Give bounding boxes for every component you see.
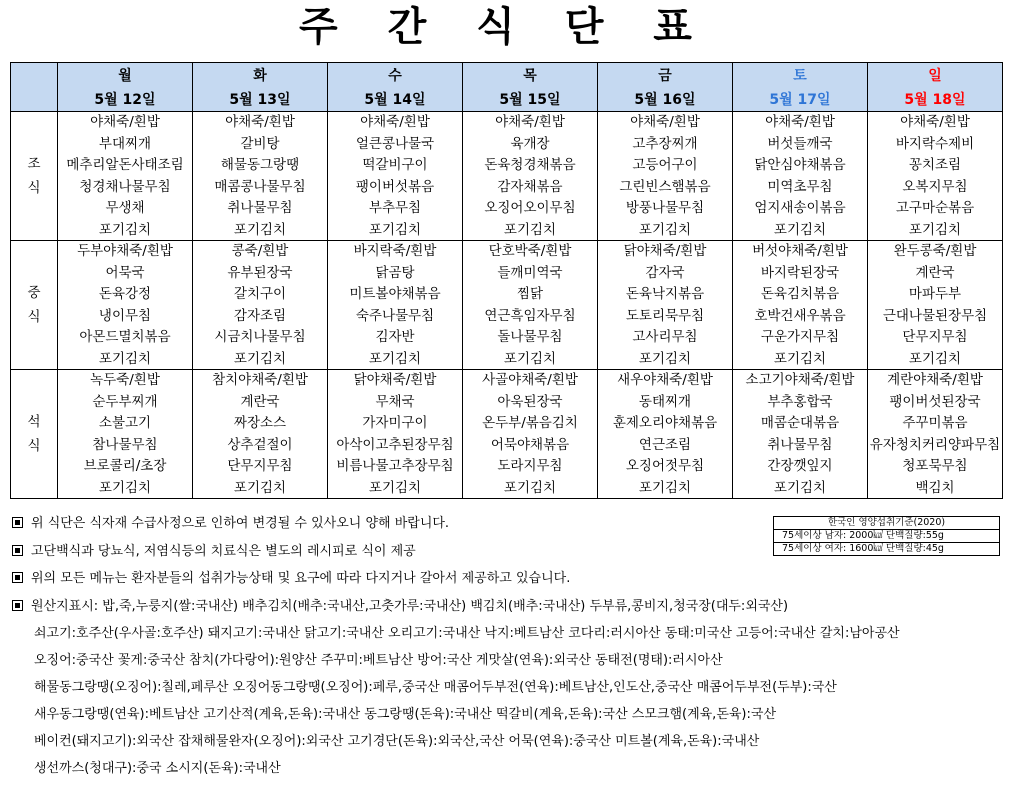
- menu-item: 매콤콩나물무침: [214, 178, 306, 195]
- menu-item: 바지락죽/흰밥: [353, 242, 437, 259]
- menu-item: 근대나물된장무침: [882, 307, 988, 324]
- day-header: 수: [328, 63, 463, 88]
- menu-item: 닭안심야채볶음: [754, 157, 846, 174]
- menu-item: 고사리무침: [632, 329, 698, 346]
- menu-item: 메추리알돈사태조림: [66, 157, 184, 174]
- menu-item: 포기김치: [98, 479, 152, 496]
- menu-item: 어묵야채볶음: [490, 436, 570, 453]
- menu-cell: [733, 369, 868, 498]
- menu-item: 야채죽/흰밥: [765, 114, 835, 130]
- menu-item: 야채죽/흰밥: [495, 114, 565, 130]
- menu-item: 바지락된장국: [760, 264, 840, 281]
- day-header: 일: [868, 63, 1003, 88]
- menu-item: 돈육청경채볶음: [484, 157, 576, 174]
- menu-cell: [463, 112, 598, 241]
- menu-item: 엄지새송이볶음: [754, 200, 846, 217]
- meal-name: [11, 240, 58, 369]
- menu-item: 아삭이고추된장무침: [336, 436, 454, 453]
- note-3: 위의 모든 메뉴는 환자분들의 섭취가능상태 및 요구에 따라 다지거나 갈아서 제공하고 있습니다.: [12, 567, 570, 586]
- menu-item: 단무지무침: [902, 329, 968, 346]
- weekly-menu-table: [10, 62, 1003, 499]
- menu-item: 해물동그랑땡: [220, 157, 300, 174]
- note-1: 위 식단은 식자재 수급사정으로 인하여 변경될 수 있사오니 양해 바랍니다.: [12, 512, 449, 531]
- menu-item: 오징어오이무침: [484, 200, 576, 217]
- menu-item: 버섯야채죽/흰밥: [752, 242, 848, 259]
- menu-item: 계란야채죽/흰밥: [887, 371, 983, 388]
- menu-item: 온두부/볶음김치: [482, 415, 578, 432]
- menu-item: 야채죽/흰밥: [360, 114, 430, 130]
- menu-cell: [328, 112, 463, 241]
- menu-cell: [598, 240, 733, 369]
- menu-item: 무생채: [105, 200, 145, 217]
- day-header: 금: [598, 63, 733, 88]
- menu-item: 계란국: [240, 393, 280, 410]
- menu-item: 포기김치: [908, 350, 962, 367]
- meal-name: [11, 369, 58, 498]
- menu-item: 순두부찌개: [92, 393, 158, 410]
- meal-name-char: 중: [27, 284, 41, 301]
- menu-item: 참나물무침: [92, 436, 158, 453]
- menu-item: 돈육김치볶음: [760, 286, 840, 303]
- menu-item: 연근흑임자무침: [484, 307, 576, 324]
- menu-item: 김자반: [375, 329, 415, 346]
- menu-item: 청경채나물무침: [79, 178, 171, 195]
- menu-item: 두부야채죽/흰밥: [77, 242, 173, 259]
- menu-cell: [58, 369, 193, 498]
- menu-item: 돈육강정: [98, 286, 152, 303]
- menu-item: 미트볼야채볶음: [349, 286, 441, 303]
- menu-item: 냉이무침: [98, 307, 152, 324]
- menu-cell: [193, 112, 328, 241]
- menu-item: 백김치: [915, 479, 955, 496]
- menu-item: 동태찌개: [638, 393, 692, 410]
- menu-item: 간장깻잎지: [767, 458, 833, 475]
- date-header: 5월 12일: [58, 87, 193, 112]
- menu-item: 미역초무침: [767, 178, 833, 195]
- origin-line: 새우동그랑땡(연육):베트남산 고기산적(계육,돈육):국내산 동그랑땡(돈육):국내산 떡갈비(계육,돈육):국산 스모크햄(계육,돈육):국산: [34, 707, 777, 722]
- origin-line: 베이컨(돼지고기):외국산 잡채해물완자(오징어):외국산 고기경단(돈육):외국산,국산 어묵(연육):중국산 미트볼(계육,돈육):국내산: [34, 734, 760, 749]
- date-header: 5월 13일: [193, 87, 328, 112]
- menu-item: 닭곰탕: [375, 264, 415, 281]
- meal-name-char: 조: [27, 155, 41, 172]
- note-2: 고단백식과 당뇨식, 저염식등의 치료식은 별도의 레시피로 식이 제공: [12, 540, 416, 559]
- menu-item: 아몬드멸치볶음: [79, 329, 171, 346]
- menu-item: 포기김치: [638, 479, 692, 496]
- nutrition-title: 한국인 영양섭취기준(2020): [774, 517, 999, 530]
- menu-item: 부대찌개: [98, 135, 152, 152]
- menu-item: 포기김치: [368, 221, 422, 238]
- menu-item: 포기김치: [503, 350, 557, 367]
- nutrition-standard-box: [773, 516, 1000, 556]
- menu-item: 새우야채죽/흰밥: [617, 371, 713, 388]
- menu-item: 단무지무침: [227, 458, 293, 475]
- menu-item: 포기김치: [98, 350, 152, 367]
- menu-item: 포기김치: [503, 479, 557, 496]
- square-bullet-icon: [12, 545, 23, 556]
- origin-line: 오징어:중국산 꽃게:중국산 참치(가다랑어):원양산 주꾸미:베트남산 방어:국산 게맛살(연육):외국산 동태전(명태):러시아산: [34, 653, 723, 668]
- note-origin: 원산지표시: 밥,죽,누룽지(쌀:국내산) 배추김치(배추:국내산,고춧가루:국내산) 백김치(배추:국내산) 두부류,콩비지,청국장(대두:외국산): [12, 595, 788, 614]
- menu-item: 육개장: [510, 135, 550, 152]
- menu-item: 부추무침: [368, 200, 422, 217]
- day-header: 토: [733, 63, 868, 88]
- menu-cell: [733, 240, 868, 369]
- menu-item: 포기김치: [503, 221, 557, 238]
- origin-line: 생선까스(청대구):중국 소시지(돈육):국내산: [34, 761, 281, 776]
- menu-item: 가자미구이: [362, 415, 428, 432]
- menu-item: 찜닭: [516, 286, 544, 303]
- date-header: 5월 18일: [868, 87, 1003, 112]
- menu-item: 고구마순볶음: [895, 200, 975, 217]
- menu-cell: [58, 240, 193, 369]
- menu-cell: [328, 240, 463, 369]
- menu-cell: [463, 369, 598, 498]
- menu-item: 포기김치: [233, 221, 287, 238]
- menu-item: 고등어구이: [632, 157, 698, 174]
- menu-item: 주꾸미볶음: [902, 415, 968, 432]
- menu-item: 숙주나물무침: [355, 307, 435, 324]
- date-header: 5월 16일: [598, 87, 733, 112]
- menu-cell: [598, 112, 733, 241]
- menu-item: 짜장소스: [233, 415, 287, 432]
- meal-name: [11, 112, 58, 241]
- menu-item: 비름나물고추장무침: [336, 458, 454, 475]
- menu-item: 오징어젓무침: [625, 458, 705, 475]
- date-header: 5월 15일: [463, 87, 598, 112]
- menu-item: 감자조림: [233, 307, 287, 324]
- menu-item: 야채죽/흰밥: [90, 114, 160, 130]
- menu-item: 포기김치: [233, 479, 287, 496]
- menu-item: 포기김치: [233, 350, 287, 367]
- menu-cell: [193, 369, 328, 498]
- menu-item: 꽁치조림: [908, 157, 962, 174]
- menu-item: 팽이버섯된장국: [889, 393, 981, 410]
- page-title: 주 간 식 단 표: [299, 4, 710, 50]
- day-header: 화: [193, 63, 328, 88]
- menu-item: 포기김치: [368, 350, 422, 367]
- origin-line: 쇠고기:호주산(우사골:호주산) 돼지고기:국내산 닭고기:국내산 오리고기:국내산 낙지:베트남산 코다리:러시아산 동태:미국산 고등어:국내산 갈치:남아공산: [34, 626, 900, 641]
- menu-item: 떡갈비구이: [362, 157, 428, 174]
- menu-item: 취나물무침: [767, 436, 833, 453]
- menu-cell: [328, 369, 463, 498]
- menu-item: 유부된장국: [227, 264, 293, 281]
- menu-item: 부추홍합국: [767, 393, 833, 410]
- menu-cell: [463, 240, 598, 369]
- meal-row: [11, 240, 1003, 369]
- menu-item: 훈제오리야채볶음: [612, 415, 718, 432]
- menu-item: 고추장찌개: [632, 135, 698, 152]
- menu-item: 무채국: [375, 393, 415, 410]
- menu-item: 오복지무침: [902, 178, 968, 195]
- menu-item: 시금치나물무침: [214, 329, 306, 346]
- menu-item: 포기김치: [773, 350, 827, 367]
- menu-item: 닭야채죽/흰밥: [623, 242, 707, 259]
- menu-item: 얼큰콩나물국: [355, 135, 435, 152]
- square-bullet-icon: [12, 517, 23, 528]
- square-bullet-icon: [12, 600, 23, 611]
- menu-item: 포기김치: [638, 221, 692, 238]
- menu-item: 상추겉절이: [227, 436, 293, 453]
- day-header: 목: [463, 63, 598, 88]
- menu-item: 녹두죽/흰밥: [90, 371, 160, 388]
- menu-item: 야채죽/흰밥: [900, 114, 970, 130]
- menu-item: 계란국: [915, 264, 955, 281]
- menu-item: 소고기야채죽/흰밥: [745, 371, 855, 388]
- menu-item: 청포묵무침: [902, 458, 968, 475]
- meal-name-char: 식: [27, 308, 41, 325]
- menu-cell: [733, 112, 868, 241]
- menu-cell: [58, 112, 193, 241]
- menu-item: 감자채볶음: [497, 178, 563, 195]
- menu-item: 야채죽/흰밥: [630, 114, 700, 130]
- date-header: 5월 14일: [328, 87, 463, 112]
- square-bullet-icon: [12, 572, 23, 583]
- meal-name-char: 식: [27, 437, 41, 454]
- meal-name-char: 식: [27, 179, 41, 196]
- menu-item: 취나물무침: [227, 200, 293, 217]
- header-corner: [11, 63, 58, 112]
- menu-item: 포기김치: [368, 479, 422, 496]
- menu-item: 마파두부: [908, 286, 962, 303]
- menu-item: 갈치구이: [233, 286, 287, 303]
- menu-item: 참치야채죽/흰밥: [212, 371, 308, 388]
- menu-item: 야채죽/흰밥: [225, 114, 295, 130]
- menu-cell: [868, 112, 1003, 241]
- menu-item: 완두콩죽/흰밥: [893, 242, 977, 259]
- menu-item: 구운가지무침: [760, 329, 840, 346]
- menu-item: 돌나물무침: [497, 329, 563, 346]
- menu-cell: [193, 240, 328, 369]
- menu-cell: [868, 240, 1003, 369]
- menu-item: 도토리묵무침: [625, 307, 705, 324]
- menu-item: 갈비탕: [240, 135, 280, 152]
- menu-item: 유자청치커리양파무침: [869, 436, 1001, 453]
- day-header: 월: [58, 63, 193, 88]
- menu-item: 콩죽/흰밥: [231, 242, 289, 259]
- menu-item: 포기김치: [773, 221, 827, 238]
- menu-item: 버섯들깨국: [767, 135, 833, 152]
- menu-item: 감자국: [645, 264, 685, 281]
- menu-item: 단호박죽/흰밥: [488, 242, 572, 259]
- menu-item: 도라지무침: [497, 458, 563, 475]
- menu-item: 어묵국: [105, 264, 145, 281]
- nutrition-male: 75세이상 남자: 2000㎉ 단백질량:55g: [774, 530, 999, 543]
- date-header: 5월 17일: [733, 87, 868, 112]
- origin-line: 해물동그랑땡(오징어):칠레,페루산 오징어동그랑땡(오징어):페루,중국산 매콤어두부전(연육):베트남산,인도산,중국산 매콤어두부전(두부):국산: [34, 680, 837, 695]
- menu-item: 닭야채죽/흰밥: [353, 371, 437, 388]
- menu-cell: [598, 369, 733, 498]
- meal-row: [11, 112, 1003, 241]
- menu-cell: [868, 369, 1003, 498]
- menu-item: 팽이버섯볶음: [355, 178, 435, 195]
- meal-row: [11, 369, 1003, 498]
- menu-item: 포기김치: [98, 221, 152, 238]
- menu-item: 그린빈스햄볶음: [619, 178, 711, 195]
- menu-item: 사골야채죽/흰밥: [482, 371, 578, 388]
- meal-name-char: 석: [27, 413, 41, 430]
- menu-item: 돈육낙지볶음: [625, 286, 705, 303]
- menu-item: 호박건새우볶음: [754, 307, 846, 324]
- menu-item: 포기김치: [638, 350, 692, 367]
- menu-item: 들깨미역국: [497, 264, 563, 281]
- menu-item: 연근조림: [638, 436, 692, 453]
- menu-item: 방풍나물무침: [625, 200, 705, 217]
- menu-item: 포기김치: [908, 221, 962, 238]
- menu-item: 아욱된장국: [497, 393, 563, 410]
- nutrition-female: 75세이상 여자: 1600㎉ 단백질량:45g: [782, 543, 944, 554]
- menu-item: 포기김치: [773, 479, 827, 496]
- menu-item: 소불고기: [98, 415, 152, 432]
- menu-item: 브로콜리/초장: [83, 458, 167, 475]
- menu-item: 바지락수제비: [895, 135, 975, 152]
- menu-item: 매콤순대볶음: [760, 415, 840, 432]
